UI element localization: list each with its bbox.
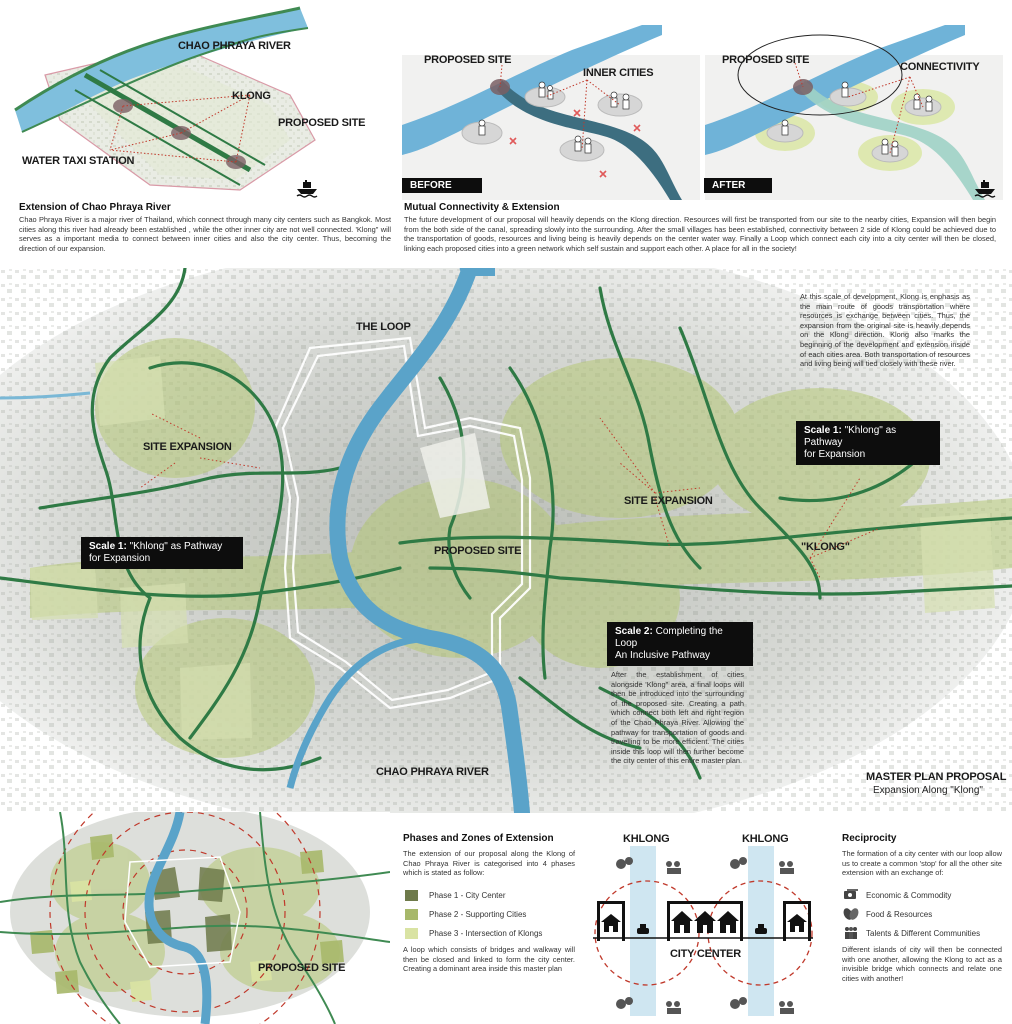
legend-swatch-phase2: [405, 909, 418, 920]
money-icon: [843, 888, 859, 907]
scale1-left-title: "Khlong" as Pathway: [126, 541, 223, 552]
scale1-left-bold: Scale 1:: [89, 541, 127, 552]
scale2-line2: An Inclusive Pathway: [615, 650, 711, 661]
label-klong-top: KLONG: [232, 90, 271, 102]
connectivity-text: The future development of our proposal will heavily depends on the Klong direction. Resources will first be transported from our site to the nearby cities, Expansion will then begin from the both side of the canal, spreading slowly into the surrounding. After the small villages has been established, connectivity between 2 side of Klong could be achieved due to the transportation of goods, resources and living being is heavily depends on the center water way. Finally a Loop which connect each city into a city center will then be closed, linking each proposed cities into a green network which self sustain and support each other. A place for all in the society!: [404, 215, 996, 253]
leaf-icon: [843, 907, 859, 926]
scale1-right-bold: Scale 1:: [804, 425, 842, 436]
label-connectivity: CONNECTIVITY: [900, 61, 980, 73]
reciprocity-item-economic: Economic & Commodity: [866, 891, 952, 900]
extension-text: Chao Phraya River is a major river of Thailand, which connect through many city centers such as Bangkok. Most cities along this river had already been established , while the other inner city are not well connected. 'Klong" will serves as a important media to connect between inner cities and also the city center. Thus, becoming the direction of our expansion.: [19, 215, 391, 253]
boat-icon: [974, 180, 996, 203]
master-plan-title: MASTER PLAN PROPOSAL: [866, 771, 1007, 783]
reciprocity-text: The formation of a city center with our loop allow us to create a common 'stop' for all the other site extension with an exchange of:: [842, 849, 1002, 878]
people-icon: [843, 926, 859, 945]
label-the-loop: THE LOOP: [356, 321, 411, 333]
after-tag: AFTER: [704, 178, 772, 193]
label-khlong-right: KHLONG: [742, 833, 789, 845]
scale2-title: Completing the Loop: [615, 626, 723, 649]
scale2-description: After the establishment of cities alongside 'Klong" area, a final loops will then be introduced into the surrounding of the proposed site. Creating a path which connect both left and right region of the Chao Phraya River. Allowing the pathway for transportation of goods and travelling to be more efficient. The cities inside this loop will then further become the city center of this entire master plan.: [611, 670, 744, 766]
label-klong-map: "KLONG": [801, 541, 850, 553]
reciprocity-text-2: Different islands of city will then be connected with one another, allowing the Klong to act as a invisible bridge which connects and relate one cities with another!: [842, 945, 1002, 983]
label-chao-phraya-river-map: CHAO PHRAYA RIVER: [376, 766, 489, 778]
phases-map: [0, 812, 390, 1024]
before-tag: BEFORE: [402, 178, 482, 193]
phases-title: Phases and Zones of Extension: [403, 833, 554, 844]
scale2-bold: Scale 2:: [615, 626, 653, 637]
label-proposed-site-phases: PROPOSED SITE: [258, 962, 346, 974]
scale1-left-box: [81, 537, 243, 569]
label-proposed-site-after: PROPOSED SITE: [722, 54, 810, 66]
top-left-diagram: [0, 0, 400, 200]
phases-text-2: A loop which consists of bridges and walkway will then be closed and linked to form the city center. Creating a dominant area inside this master plan: [403, 945, 575, 974]
after-diagram: [705, 25, 1003, 200]
scale1-right-box: [796, 421, 940, 465]
legend-phase2: Phase 2 - Supporting Cities: [429, 910, 527, 919]
scale1-left-line2: for Expansion: [89, 553, 151, 564]
scale2-box: [607, 622, 753, 666]
extension-title: Extension of Chao Phraya River: [19, 202, 171, 213]
reciprocity-title: Reciprocity: [842, 833, 897, 844]
label-site-expansion-right: SITE EXPANSION: [624, 495, 713, 507]
before-diagram: [402, 25, 700, 200]
reciprocity-item-food: Food & Resources: [866, 910, 933, 919]
phases-text: The extension of our proposal along the Klong of Chao Phraya River is categorised into 4 phases which is stated as follow:: [403, 849, 575, 878]
label-proposed-site-top: PROPOSED SITE: [278, 117, 366, 129]
label-city-center: CITY CENTER: [670, 948, 741, 960]
city-center-diagram: [585, 846, 820, 1016]
legend-phase1: Phase 1 - City Center: [429, 891, 506, 900]
boat-icon: [296, 180, 318, 203]
label-proposed-site-before: PROPOSED SITE: [424, 54, 512, 66]
label-khlong-left: KHLONG: [623, 833, 670, 845]
master-plan-subtitle: Expansion Along "Klong": [873, 785, 983, 796]
label-inner-cities: INNER CITIES: [583, 67, 654, 79]
reciprocity-item-talents: Talents & Different Communities: [866, 929, 981, 938]
label-site-expansion-left: SITE EXPANSION: [143, 441, 232, 453]
scale1-right-line2: for Expansion: [804, 449, 866, 460]
legend-swatch-phase3: [405, 928, 418, 939]
label-chao-phraya-river-top: CHAO PHRAYA RIVER: [178, 40, 291, 52]
legend-swatch-phase1: [405, 890, 418, 901]
legend-phase3: Phase 3 - Intersection of Klongs: [429, 929, 543, 938]
scale1-description: At this scale of development, Klong is enphasis as the main route of goods transportation where resources is exchange between cities. Thus, the expansion from the original site is heavily depends on the Klong direction. Klong also marks the beginning of the development and extension inside of each cities area. Both transportation of resources and living being will tied closely with these river.: [800, 292, 970, 369]
connectivity-title: Mutual Connectivity & Extension: [404, 202, 560, 213]
label-proposed-site-map: PROPOSED SITE: [434, 545, 522, 557]
label-water-taxi-station: WATER TAXI STATION: [22, 155, 135, 167]
scale1-right-title: "Khlong" as Pathway: [804, 425, 897, 448]
